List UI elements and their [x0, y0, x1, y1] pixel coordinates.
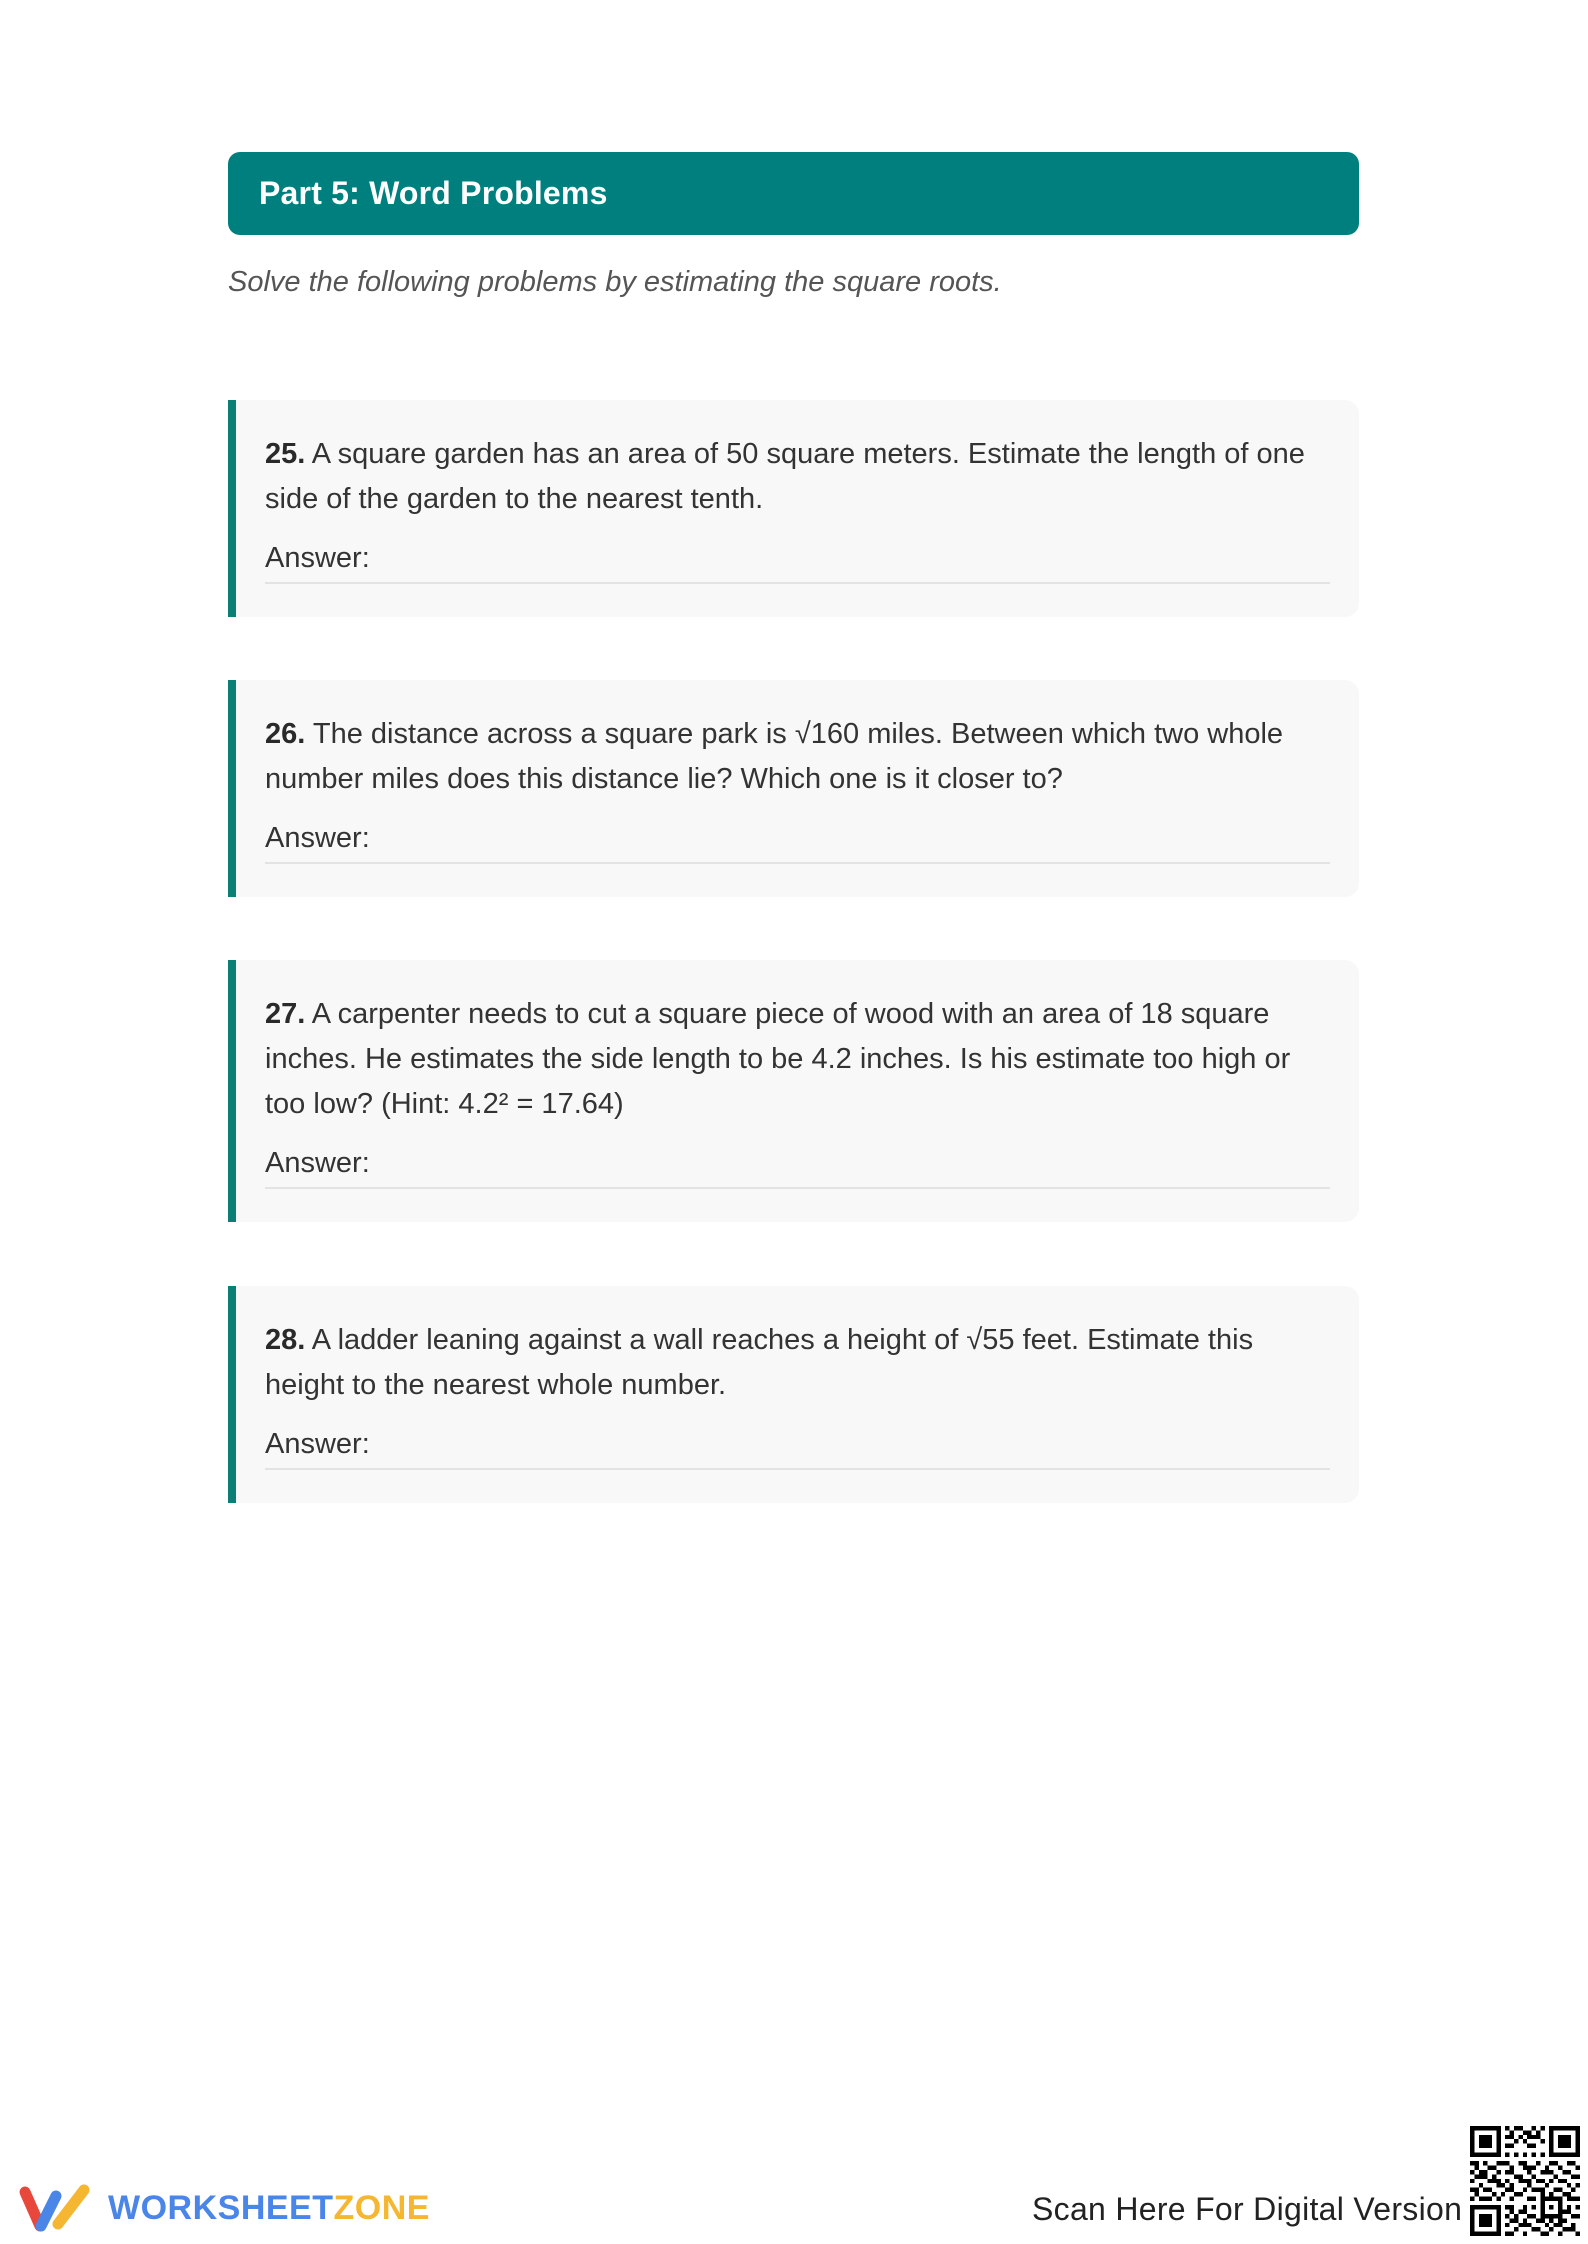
problem-number: 28. — [265, 1324, 306, 1356]
problem-card — [228, 1286, 1359, 1503]
problem-statement: A carpenter needs to cut a square piece of wood with an area of 18 square inches. He estimates the side length to be 4.2 inches. Is his estimate too high or too low? (Hint: 4.2² = 17.64) — [265, 998, 1291, 1120]
brand-name — [108, 2189, 430, 2228]
answer-line[interactable] — [265, 1426, 1330, 1470]
section-title: Part 5: Word Problems — [259, 175, 608, 211]
brand-name-part2: ZONE — [333, 2188, 430, 2227]
answer-line[interactable] — [265, 540, 1330, 584]
problem-number: 27. — [265, 998, 306, 1030]
worksheetzone-logo-icon — [16, 2180, 94, 2236]
problem-text — [265, 432, 1330, 522]
answer-label: Answer: — [265, 822, 370, 854]
answer-label: Answer: — [265, 1428, 370, 1460]
problem-statement: A ladder leaning against a wall reaches a height of √55 feet. Estimate this height to the nearest whole number. — [265, 1324, 1254, 1401]
problem-statement: The distance across a square park is √160 miles. Between which two whole number miles does this distance lie? Which one is it closer to? — [265, 718, 1284, 795]
problem-text — [265, 712, 1330, 802]
brand-name-part1: WORKSHEET — [108, 2188, 334, 2227]
instructions-text: Solve the following problems by estimating the square roots. — [228, 266, 1002, 298]
answer-line[interactable] — [265, 820, 1330, 864]
problem-card — [228, 400, 1359, 617]
footer-logo — [16, 2180, 430, 2236]
qr-code-icon[interactable] — [1470, 2126, 1580, 2236]
answer-line[interactable] — [265, 1145, 1330, 1189]
problem-card — [228, 960, 1359, 1222]
answer-label: Answer: — [265, 542, 370, 574]
problem-text — [265, 992, 1330, 1127]
section-header — [228, 152, 1359, 235]
problem-text — [265, 1318, 1330, 1408]
problem-number: 26. — [265, 718, 306, 750]
problem-number: 25. — [265, 438, 306, 470]
problem-statement: A square garden has an area of 50 square meters. Estimate the length of one side of the garden to the nearest tenth. — [265, 438, 1305, 515]
scan-label: Scan Here For Digital Version — [1032, 2191, 1463, 2227]
answer-label: Answer: — [265, 1147, 370, 1179]
problem-card — [228, 680, 1359, 897]
